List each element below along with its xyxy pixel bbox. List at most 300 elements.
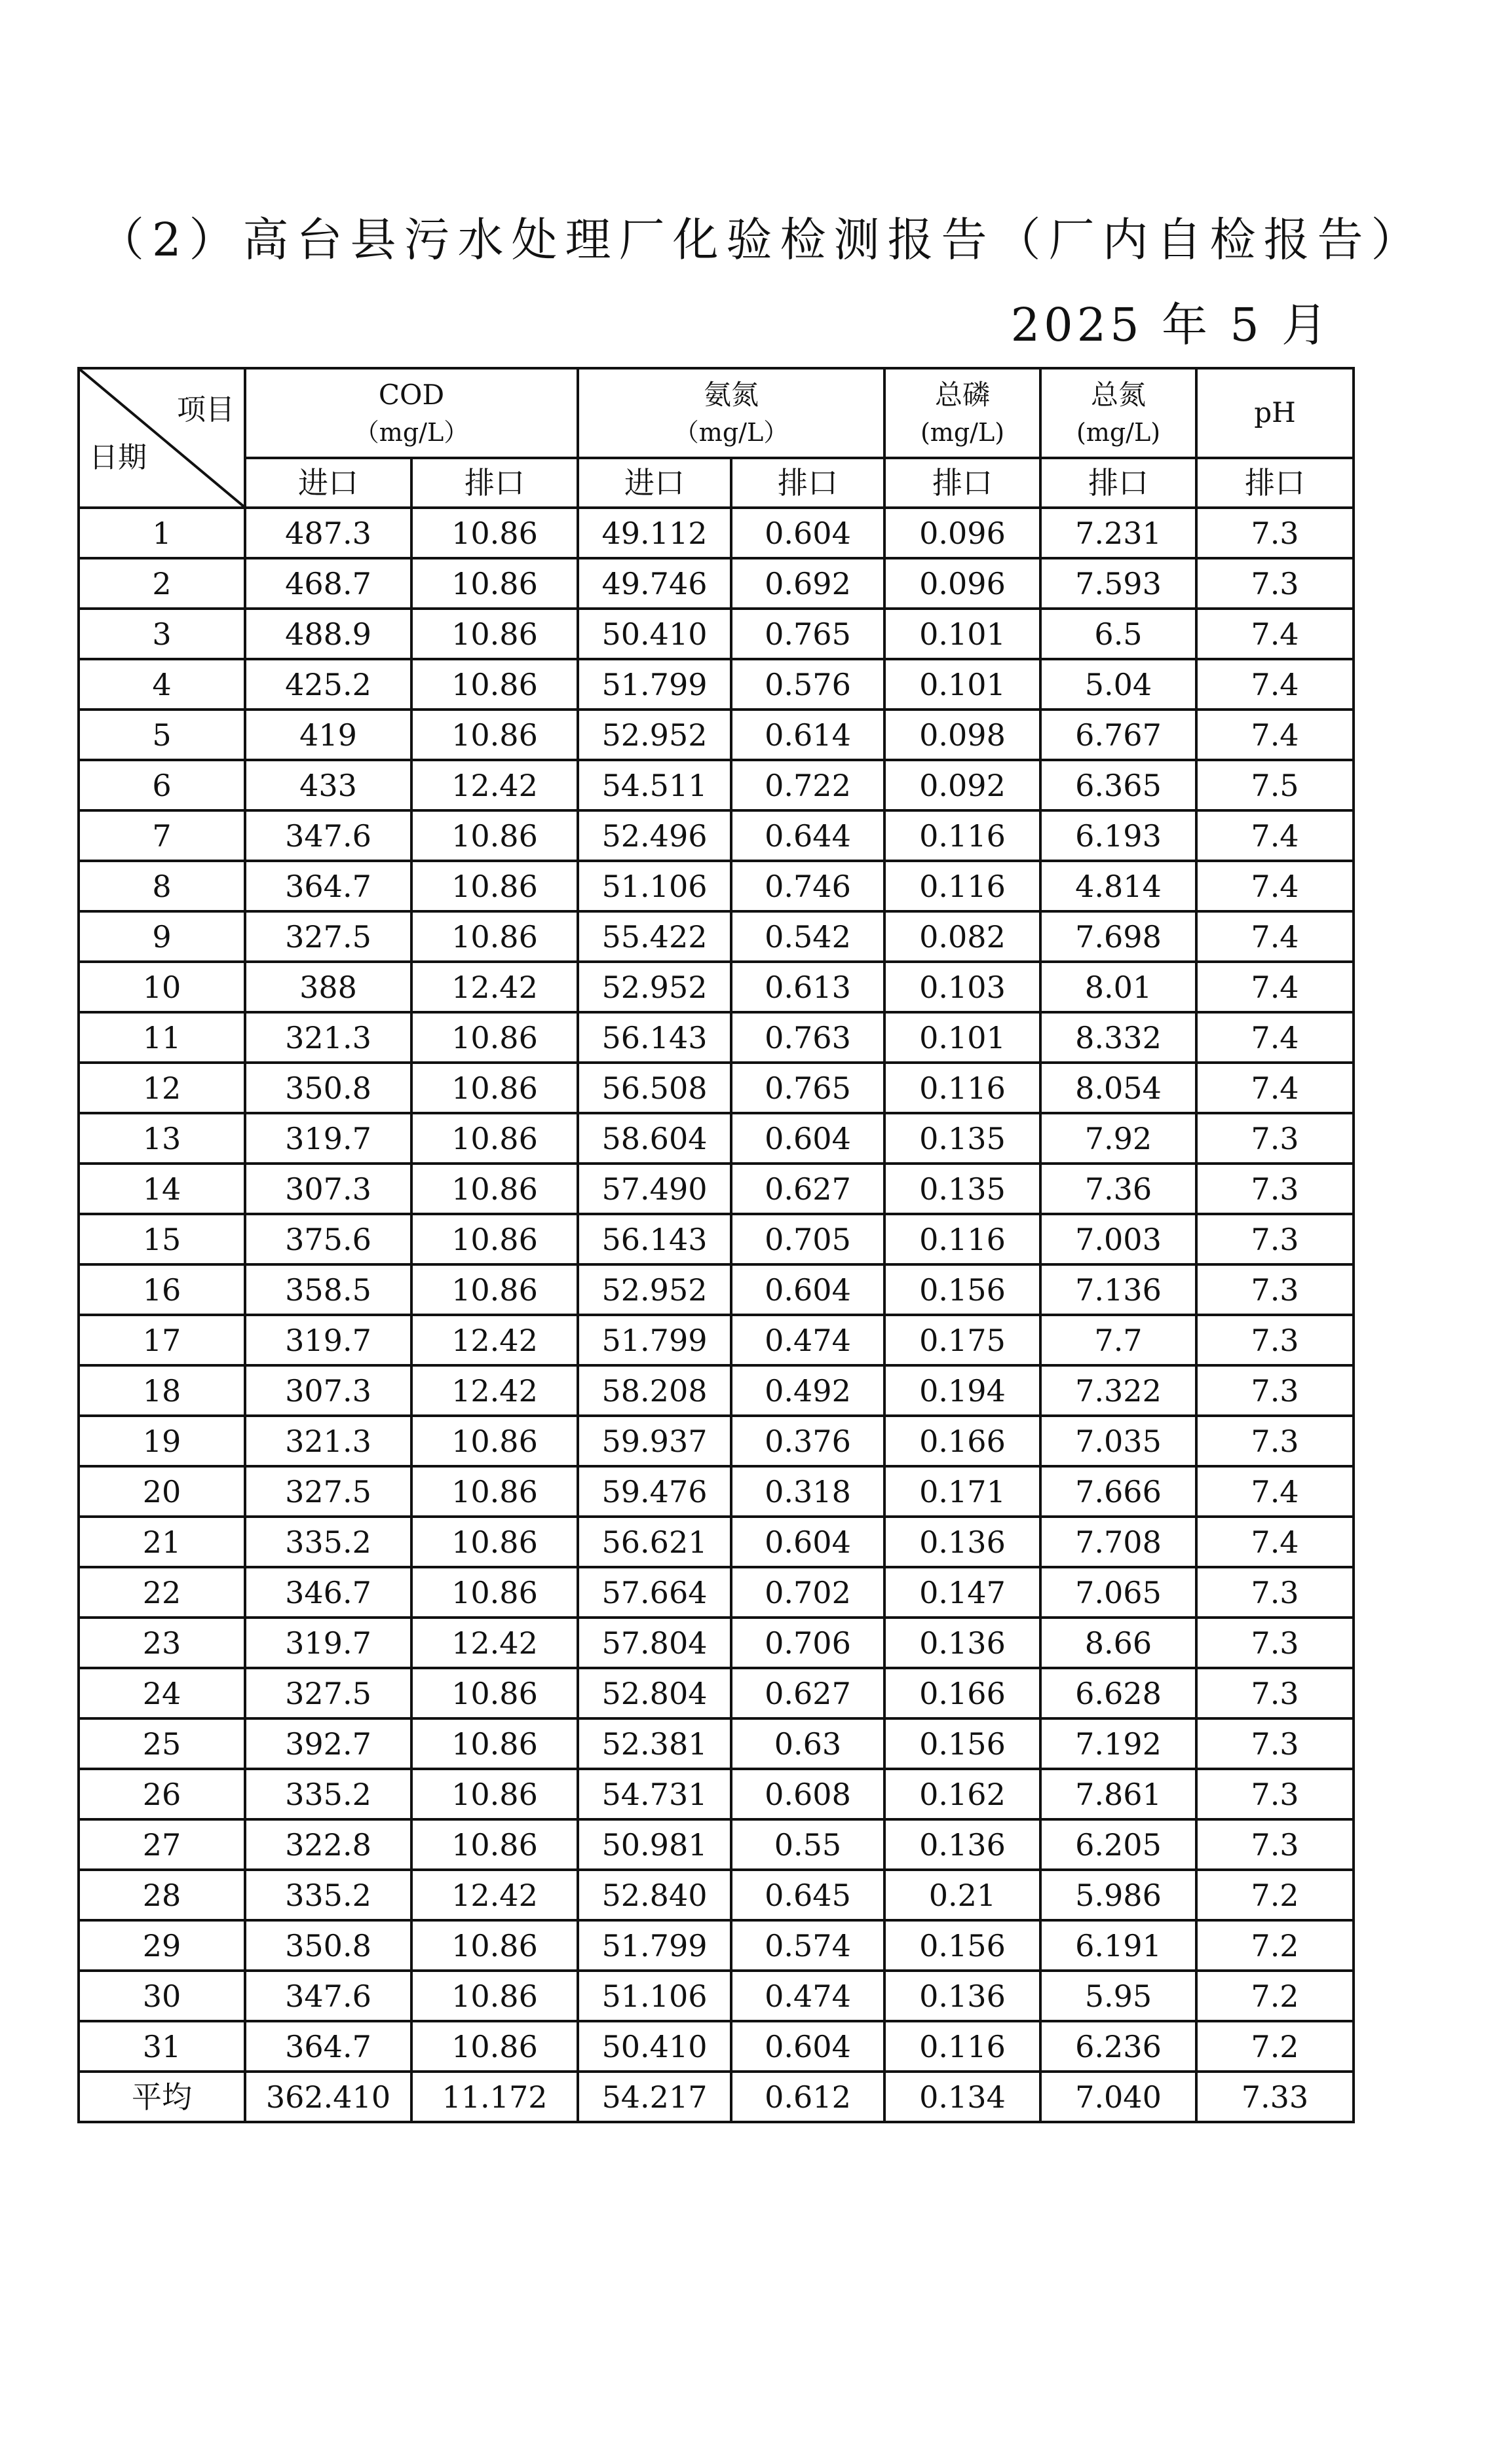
group-header-ammonia	[578, 368, 884, 458]
value-cell: 51.799	[578, 1920, 731, 1971]
value-cell: 7.5	[1196, 760, 1354, 810]
value-cell: 347.6	[245, 1971, 411, 2021]
value-cell: 0.162	[884, 1769, 1040, 1819]
value-cell: 7.040	[1040, 2072, 1196, 2122]
value-cell: 6.193	[1040, 810, 1196, 861]
value-cell: 5.95	[1040, 1971, 1196, 2021]
table-row	[79, 911, 1354, 962]
value-cell: 10.86	[411, 1012, 578, 1063]
value-cell: 0.171	[884, 1466, 1040, 1517]
value-cell: 488.9	[245, 609, 411, 659]
value-cell: 10.86	[411, 1164, 578, 1214]
table-row	[79, 1618, 1354, 1668]
value-cell: 0.722	[731, 760, 884, 810]
value-cell: 0.134	[884, 2072, 1040, 2122]
value-cell: 6.205	[1040, 1819, 1196, 1870]
date-cell: 15	[79, 1214, 245, 1264]
value-cell: 7.4	[1196, 1517, 1354, 1567]
value-cell: 10.86	[411, 911, 578, 962]
value-cell: 350.8	[245, 1063, 411, 1113]
value-cell: 307.3	[245, 1365, 411, 1416]
value-cell: 7.3	[1196, 1214, 1354, 1264]
date-cell: 平均	[79, 2072, 245, 2122]
value-cell: 0.612	[731, 2072, 884, 2122]
value-cell: 50.410	[578, 609, 731, 659]
table-row	[79, 760, 1354, 810]
value-cell: 50.410	[578, 2021, 731, 2072]
value-cell: 12.42	[411, 1870, 578, 1920]
value-cell: 7.035	[1040, 1416, 1196, 1466]
value-cell: 0.702	[731, 1567, 884, 1618]
value-cell: 52.952	[578, 1264, 731, 1315]
value-cell: 54.217	[578, 2072, 731, 2122]
value-cell: 0.135	[884, 1164, 1040, 1214]
value-cell: 0.604	[731, 1264, 884, 1315]
value-cell: 5.04	[1040, 659, 1196, 710]
value-cell: 10.86	[411, 1971, 578, 2021]
value-cell: 388	[245, 962, 411, 1012]
group-name-cod: COD	[378, 379, 445, 411]
value-cell: 0.55	[731, 1819, 884, 1870]
value-cell: 52.496	[578, 810, 731, 861]
value-cell: 335.2	[245, 1517, 411, 1567]
value-cell: 0.092	[884, 760, 1040, 810]
value-cell: 0.116	[884, 2021, 1040, 2072]
value-cell: 0.096	[884, 558, 1040, 609]
value-cell: 7.136	[1040, 1264, 1196, 1315]
corner-item-label: 项目	[177, 393, 235, 426]
value-cell: 10.86	[411, 1668, 578, 1718]
table-row	[79, 1870, 1354, 1920]
value-cell: 51.799	[578, 659, 731, 710]
date-cell: 20	[79, 1466, 245, 1517]
value-cell: 12.42	[411, 962, 578, 1012]
value-cell: 468.7	[245, 558, 411, 609]
value-cell: 0.604	[731, 1113, 884, 1164]
table-row	[79, 962, 1354, 1012]
value-cell: 0.604	[731, 2021, 884, 2072]
value-cell: 487.3	[245, 508, 411, 558]
value-cell: 6.365	[1040, 760, 1196, 810]
group-name-ph: pH	[1254, 396, 1296, 429]
table-row	[79, 861, 1354, 911]
value-cell: 0.63	[731, 1718, 884, 1769]
value-cell: 51.799	[578, 1315, 731, 1365]
value-cell: 335.2	[245, 1769, 411, 1819]
value-cell: 6.5	[1040, 609, 1196, 659]
value-cell: 8.66	[1040, 1618, 1196, 1668]
group-header-cod	[245, 368, 578, 458]
value-cell: 10.86	[411, 1517, 578, 1567]
date-cell: 26	[79, 1769, 245, 1819]
value-cell: 5.986	[1040, 1870, 1196, 1920]
table-row	[79, 710, 1354, 760]
group-unit-total-nitrogen: (mg/L)	[1076, 418, 1161, 447]
value-cell: 335.2	[245, 1870, 411, 1920]
group-header-ph	[1196, 368, 1354, 458]
report-title: （2）高台县污水处理厂化验检测报告（厂内自检报告）	[98, 213, 1425, 267]
value-cell: 12.42	[411, 1618, 578, 1668]
value-cell: 425.2	[245, 659, 411, 710]
value-cell: 7.92	[1040, 1113, 1196, 1164]
value-cell: 7.3	[1196, 558, 1354, 609]
group-header-total-nitrogen	[1040, 368, 1196, 458]
value-cell: 0.705	[731, 1214, 884, 1264]
date-cell: 12	[79, 1063, 245, 1113]
value-cell: 0.644	[731, 810, 884, 861]
date-cell: 24	[79, 1668, 245, 1718]
date-cell: 5	[79, 710, 245, 760]
value-cell: 8.332	[1040, 1012, 1196, 1063]
table-row	[79, 1164, 1354, 1214]
value-cell: 0.614	[731, 710, 884, 760]
table-row	[79, 1718, 1354, 1769]
table-row	[79, 1819, 1354, 1870]
date-cell: 22	[79, 1567, 245, 1618]
value-cell: 0.318	[731, 1466, 884, 1517]
date-cell: 27	[79, 1819, 245, 1870]
table-row	[79, 1971, 1354, 2021]
date-cell: 23	[79, 1618, 245, 1668]
value-cell: 7.3	[1196, 1113, 1354, 1164]
value-cell: 0.627	[731, 1668, 884, 1718]
value-cell: 7.4	[1196, 911, 1354, 962]
value-cell: 7.3	[1196, 1718, 1354, 1769]
value-cell: 12.42	[411, 1315, 578, 1365]
value-cell: 0.166	[884, 1416, 1040, 1466]
value-cell: 346.7	[245, 1567, 411, 1618]
value-cell: 56.143	[578, 1214, 731, 1264]
value-cell: 56.143	[578, 1012, 731, 1063]
subcol-header: 进口	[245, 458, 411, 508]
table-row	[79, 508, 1354, 558]
report-table	[77, 367, 1355, 2123]
value-cell: 59.476	[578, 1466, 731, 1517]
value-cell: 10.86	[411, 1819, 578, 1870]
value-cell: 10.86	[411, 1416, 578, 1466]
value-cell: 0.101	[884, 609, 1040, 659]
value-cell: 327.5	[245, 1466, 411, 1517]
value-cell: 319.7	[245, 1113, 411, 1164]
value-cell: 10.86	[411, 810, 578, 861]
table-row	[79, 1466, 1354, 1517]
value-cell: 59.937	[578, 1416, 731, 1466]
value-cell: 0.706	[731, 1618, 884, 1668]
value-cell: 7.2	[1196, 1971, 1354, 2021]
corner-header-cell	[79, 368, 245, 508]
value-cell: 7.36	[1040, 1164, 1196, 1214]
value-cell: 58.604	[578, 1113, 731, 1164]
value-cell: 0.136	[884, 1971, 1040, 2021]
value-cell: 319.7	[245, 1618, 411, 1668]
value-cell: 52.840	[578, 1870, 731, 1920]
value-cell: 0.156	[884, 1920, 1040, 1971]
value-cell: 7.4	[1196, 1012, 1354, 1063]
value-cell: 10.86	[411, 710, 578, 760]
value-cell: 321.3	[245, 1012, 411, 1063]
value-cell: 0.156	[884, 1718, 1040, 1769]
value-cell: 10.86	[411, 1063, 578, 1113]
value-cell: 0.116	[884, 1063, 1040, 1113]
group-name-ammonia: 氨氮	[703, 379, 759, 411]
value-cell: 0.492	[731, 1365, 884, 1416]
date-cell: 18	[79, 1365, 245, 1416]
value-cell: 7.3	[1196, 1416, 1354, 1466]
value-cell: 0.376	[731, 1416, 884, 1466]
date-cell: 4	[79, 659, 245, 710]
table-row	[79, 1920, 1354, 1971]
subcol-header: 排口	[411, 458, 578, 508]
value-cell: 0.136	[884, 1618, 1040, 1668]
value-cell: 8.054	[1040, 1063, 1196, 1113]
value-cell: 55.422	[578, 911, 731, 962]
value-cell: 7.3	[1196, 1819, 1354, 1870]
date-cell: 29	[79, 1920, 245, 1971]
value-cell: 0.627	[731, 1164, 884, 1214]
value-cell: 54.511	[578, 760, 731, 810]
value-cell: 57.804	[578, 1618, 731, 1668]
value-cell: 0.082	[884, 911, 1040, 962]
value-cell: 419	[245, 710, 411, 760]
value-cell: 0.116	[884, 861, 1040, 911]
date-cell: 10	[79, 962, 245, 1012]
value-cell: 0.194	[884, 1365, 1040, 1416]
date-cell: 2	[79, 558, 245, 609]
value-cell: 7.3	[1196, 1315, 1354, 1365]
value-cell: 0.101	[884, 659, 1040, 710]
value-cell: 0.574	[731, 1920, 884, 1971]
value-cell: 10.86	[411, 1567, 578, 1618]
value-cell: 7.3	[1196, 1164, 1354, 1214]
date-cell: 17	[79, 1315, 245, 1365]
value-cell: 0.136	[884, 1517, 1040, 1567]
table-row	[79, 1769, 1354, 1819]
table-row	[79, 1063, 1354, 1113]
table-row	[79, 1365, 1354, 1416]
value-cell: 10.86	[411, 1113, 578, 1164]
value-cell: 10.86	[411, 609, 578, 659]
diagonal-divider	[80, 370, 244, 506]
value-cell: 0.116	[884, 810, 1040, 861]
header-row-subcols	[79, 458, 1354, 508]
date-cell: 8	[79, 861, 245, 911]
subcol-header: 进口	[578, 458, 731, 508]
group-name-total-nitrogen: 总氮	[1090, 379, 1146, 411]
value-cell: 7.2	[1196, 2021, 1354, 2072]
table-row	[79, 1315, 1354, 1365]
value-cell: 49.746	[578, 558, 731, 609]
value-cell: 350.8	[245, 1920, 411, 1971]
value-cell: 12.42	[411, 1365, 578, 1416]
value-cell: 7.3	[1196, 1769, 1354, 1819]
value-cell: 10.86	[411, 558, 578, 609]
table-row	[79, 1668, 1354, 1718]
value-cell: 50.981	[578, 1819, 731, 1870]
value-cell: 358.5	[245, 1264, 411, 1315]
value-cell: 51.106	[578, 861, 731, 911]
value-cell: 10.86	[411, 1718, 578, 1769]
value-cell: 7.3	[1196, 1668, 1354, 1718]
value-cell: 0.763	[731, 1012, 884, 1063]
group-header-total-phosphorus	[884, 368, 1040, 458]
table-row	[79, 1214, 1354, 1264]
subcol-header: 排口	[1040, 458, 1196, 508]
value-cell: 0.765	[731, 609, 884, 659]
value-cell: 322.8	[245, 1819, 411, 1870]
value-cell: 321.3	[245, 1416, 411, 1466]
value-cell: 0.156	[884, 1264, 1040, 1315]
date-cell: 25	[79, 1718, 245, 1769]
value-cell: 0.116	[884, 1214, 1040, 1264]
value-cell: 7.3	[1196, 508, 1354, 558]
value-cell: 0.604	[731, 1517, 884, 1567]
value-cell: 7.861	[1040, 1769, 1196, 1819]
value-cell: 7.2	[1196, 1870, 1354, 1920]
group-name-total-phosphorus: 总磷	[934, 379, 990, 411]
value-cell: 327.5	[245, 1668, 411, 1718]
group-unit-ammonia: （mg/L）	[674, 418, 789, 447]
value-cell: 52.804	[578, 1668, 731, 1718]
value-cell: 7.7	[1040, 1315, 1196, 1365]
value-cell: 12.42	[411, 760, 578, 810]
value-cell: 7.3	[1196, 1264, 1354, 1315]
value-cell: 347.6	[245, 810, 411, 861]
value-cell: 7.322	[1040, 1365, 1196, 1416]
table-row	[79, 2021, 1354, 2072]
value-cell: 7.4	[1196, 810, 1354, 861]
value-cell: 7.231	[1040, 508, 1196, 558]
table-row	[79, 1517, 1354, 1567]
header-row-groups	[79, 368, 1354, 458]
date-cell: 19	[79, 1416, 245, 1466]
value-cell: 0.542	[731, 911, 884, 962]
value-cell: 0.576	[731, 659, 884, 710]
value-cell: 54.731	[578, 1769, 731, 1819]
value-cell: 0.604	[731, 508, 884, 558]
date-cell: 14	[79, 1164, 245, 1214]
value-cell: 7.666	[1040, 1466, 1196, 1517]
value-cell: 51.106	[578, 1971, 731, 2021]
value-cell: 0.098	[884, 710, 1040, 760]
value-cell: 10.86	[411, 1466, 578, 1517]
value-cell: 10.86	[411, 659, 578, 710]
date-cell: 9	[79, 911, 245, 962]
value-cell: 10.86	[411, 1920, 578, 1971]
value-cell: 10.86	[411, 2021, 578, 2072]
value-cell: 7.4	[1196, 1063, 1354, 1113]
table-row	[79, 810, 1354, 861]
date-cell: 11	[79, 1012, 245, 1063]
value-cell: 7.065	[1040, 1567, 1196, 1618]
value-cell: 56.621	[578, 1517, 731, 1567]
date-cell: 31	[79, 2021, 245, 2072]
subcol-header: 排口	[731, 458, 884, 508]
value-cell: 7.4	[1196, 609, 1354, 659]
value-cell: 7.4	[1196, 710, 1354, 760]
value-cell: 10.86	[411, 1769, 578, 1819]
value-cell: 392.7	[245, 1718, 411, 1769]
value-cell: 307.3	[245, 1164, 411, 1214]
value-cell: 362.410	[245, 2072, 411, 2122]
value-cell: 10.86	[411, 508, 578, 558]
value-cell: 7.3	[1196, 1365, 1354, 1416]
value-cell: 319.7	[245, 1315, 411, 1365]
value-cell: 7.33	[1196, 2072, 1354, 2122]
value-cell: 6.628	[1040, 1668, 1196, 1718]
value-cell: 7.3	[1196, 1567, 1354, 1618]
value-cell: 6.191	[1040, 1920, 1196, 1971]
report-period: 2025 年 5 月	[1010, 298, 1331, 352]
table-row	[79, 1416, 1354, 1466]
value-cell: 0.135	[884, 1113, 1040, 1164]
table-row	[79, 1113, 1354, 1164]
value-cell: 52.381	[578, 1718, 731, 1769]
date-cell: 21	[79, 1517, 245, 1567]
value-cell: 0.21	[884, 1870, 1040, 1920]
value-cell: 7.593	[1040, 558, 1196, 609]
corner-date-label: 日期	[89, 441, 147, 474]
value-cell: 7.3	[1196, 1618, 1354, 1668]
date-cell: 3	[79, 609, 245, 659]
value-cell: 6.236	[1040, 2021, 1196, 2072]
value-cell: 0.103	[884, 962, 1040, 1012]
table-row	[79, 609, 1354, 659]
value-cell: 7.4	[1196, 659, 1354, 710]
value-cell: 364.7	[245, 2021, 411, 2072]
value-cell: 57.664	[578, 1567, 731, 1618]
value-cell: 0.474	[731, 1971, 884, 2021]
table-row	[79, 659, 1354, 710]
table-row	[79, 558, 1354, 609]
value-cell: 0.096	[884, 508, 1040, 558]
value-cell: 52.952	[578, 962, 731, 1012]
value-cell: 0.136	[884, 1819, 1040, 1870]
value-cell: 6.767	[1040, 710, 1196, 760]
group-unit-cod: （mg/L）	[354, 418, 469, 447]
table-row	[79, 1567, 1354, 1618]
value-cell: 10.86	[411, 1264, 578, 1315]
table-row	[79, 1012, 1354, 1063]
value-cell: 8.01	[1040, 962, 1196, 1012]
date-cell: 13	[79, 1113, 245, 1164]
value-cell: 7.003	[1040, 1214, 1196, 1264]
value-cell: 0.474	[731, 1315, 884, 1365]
value-cell: 0.608	[731, 1769, 884, 1819]
value-cell: 375.6	[245, 1214, 411, 1264]
value-cell: 7.4	[1196, 1466, 1354, 1517]
value-cell: 7.4	[1196, 861, 1354, 911]
date-cell: 16	[79, 1264, 245, 1315]
value-cell: 0.765	[731, 1063, 884, 1113]
group-unit-total-phosphorus: (mg/L)	[920, 418, 1005, 447]
value-cell: 0.101	[884, 1012, 1040, 1063]
value-cell: 7.708	[1040, 1517, 1196, 1567]
value-cell: 0.746	[731, 861, 884, 911]
subcol-header: 排口	[884, 458, 1040, 508]
value-cell: 0.692	[731, 558, 884, 609]
value-cell: 11.172	[411, 2072, 578, 2122]
date-cell: 1	[79, 508, 245, 558]
value-cell: 0.147	[884, 1567, 1040, 1618]
value-cell: 4.814	[1040, 861, 1196, 911]
subcol-header: 排口	[1196, 458, 1354, 508]
value-cell: 327.5	[245, 911, 411, 962]
value-cell: 52.952	[578, 710, 731, 760]
value-cell: 10.86	[411, 1214, 578, 1264]
value-cell: 58.208	[578, 1365, 731, 1416]
date-cell: 28	[79, 1870, 245, 1920]
value-cell: 7.192	[1040, 1718, 1196, 1769]
